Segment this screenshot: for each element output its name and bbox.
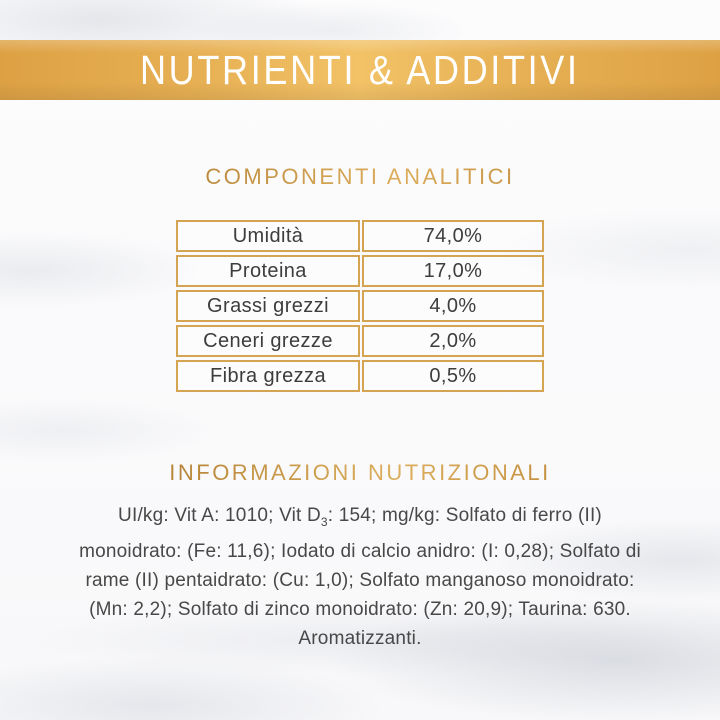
nutrient-value-cell: 0,5% [362,360,544,392]
nutrient-label-cell: Ceneri grezze [176,325,360,357]
nutrient-label-cell: Proteina [176,255,360,287]
section-banner [0,40,720,100]
table-row [176,325,544,357]
nutrition-text-after-subscript: : 154; mg/kg: Solfato di ferro (II) monoidrato: (Fe: 11,6); Iodato di calcio anidro: (I: 0,28); Solfato di rame (II) pentaidrato: (Cu: 1,0); Solfato manganoso monoidrato: (Mn: 2,2); Solfato di zinco monoidrato: (Zn: 20,9); Taurina: 630. Aromatizzanti. [79,505,641,649]
nutrient-value-cell: 2,0% [362,325,544,357]
table-row [176,290,544,322]
nutrition-text-before-subscript: UI/kg: Vit A: 1010; Vit D [118,505,321,526]
nutrient-label-cell: Grassi grezzi [176,290,360,322]
nutritional-information-heading: INFORMAZIONI NUTRIZIONALI [0,460,720,486]
nutrient-value-cell: 17,0% [362,255,544,287]
analytical-components-heading: COMPONENTI ANALITICI [0,164,720,190]
analytical-components-table [176,220,544,392]
nutrient-value-cell: 74,0% [362,220,544,252]
nutrient-label-cell: Umidità [176,220,360,252]
nutrient-value-cell: 4,0% [362,290,544,322]
nutritional-information-text [65,501,655,653]
table-row [176,360,544,392]
banner-title: NUTRIENTI & ADDITIVI [140,46,580,93]
nutrient-label-cell: Fibra grezza [176,360,360,392]
table-row [176,255,544,287]
table-row [176,220,544,252]
vitamin-d3-subscript: 3 [320,514,328,529]
